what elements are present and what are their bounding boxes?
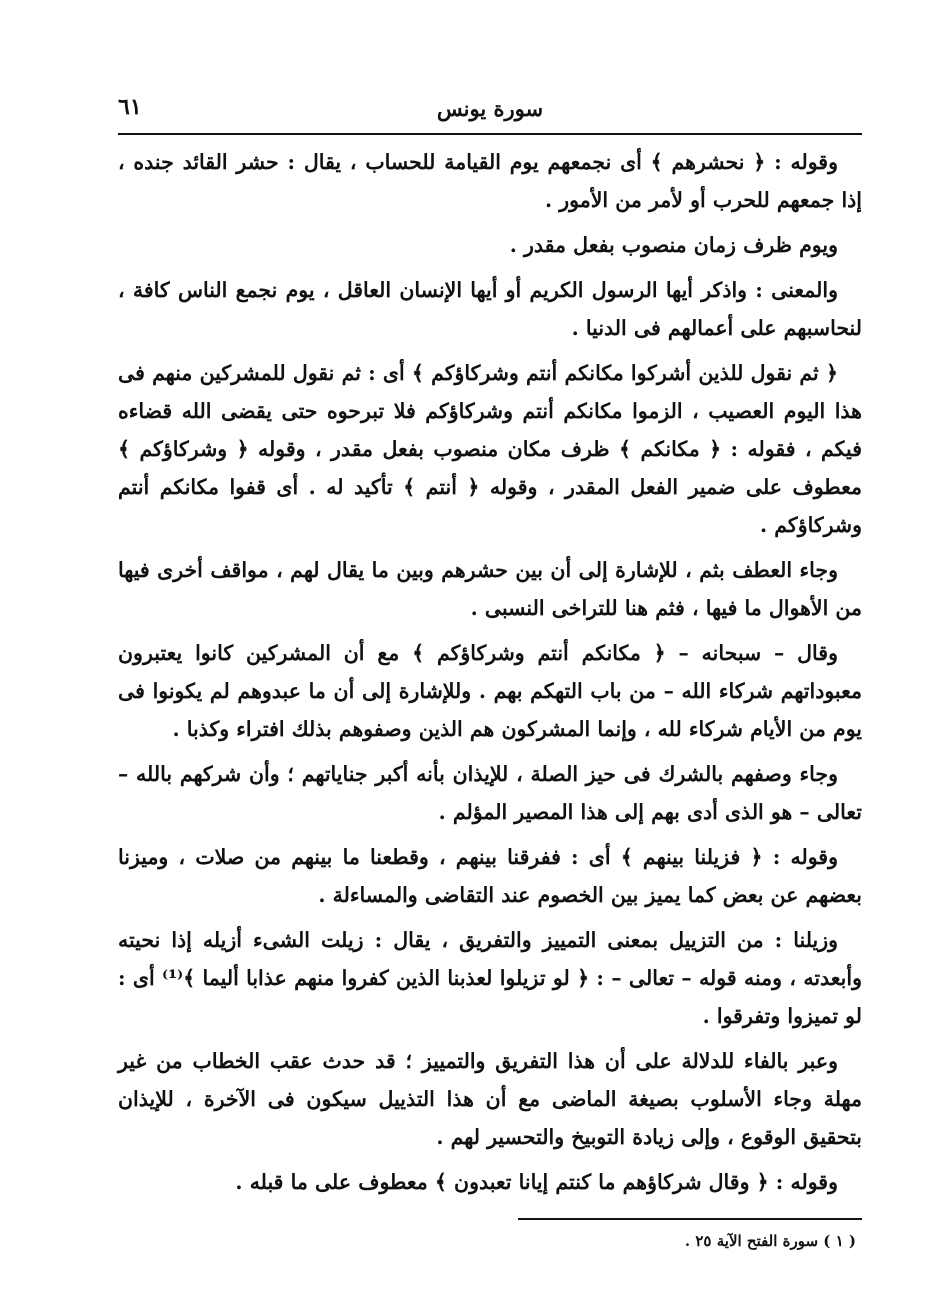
- header-rule: [118, 133, 862, 135]
- paragraph: وجاء وصفهم بالشرك فى حيز الصلة ، للإيذان بأنه أكبر جناياتهم ؛ وأن شركهم بالله – تعالى – هو الذى أدى بهم إلى هذا المصير المؤلم .: [118, 762, 862, 824]
- paragraph: ويوم ظرف زمان منصوب بفعل مقدر .: [509, 233, 838, 257]
- paragraph: وزيلنا : من التزييل بمعنى التمييز والتفريق ، يقال : زيلت الشىء أزيله إذا نحيته وأبعدته ، ومنه قوله – تعالى – : ﴿ لو تزيلوا لعذبنا الذين كفروا منهم عذابا أليما ﴾⁽¹⁾ أى : لو تميزوا وتفرقوا .: [118, 928, 862, 1028]
- footnote-rule: [518, 1218, 862, 1220]
- page-body: [118, 143, 862, 1208]
- paragraph: وقوله : ﴿ نحشرهم ﴾ أى نجمعهم يوم القيامة للحساب ، يقال : حشر القائد جنده ، إذا جمعهم للحرب أو لأمر من الأمور .: [118, 150, 862, 212]
- paragraph: وقوله : ﴿ وقال شركاؤهم ما كنتم إيانا تعبدون ﴾ معطوف على ما قبله .: [235, 1170, 838, 1194]
- paragraph: وجاء العطف بثم ، للإشارة إلى أن بين حشرهم وبين ما يقال لهم ، مواقف أخرى فيها من الأهوال ما فيها ، فثم هنا للتراخى النسبى .: [118, 558, 862, 620]
- paragraph: وعبر بالفاء للدلالة على أن هذا التفريق والتمييز ؛ قد حدث عقب الخطاب من غير مهلة وجاء الأسلوب بصيغة الماضى مع أن هذا التذييل سيكون فى الآخرة ، للإيذان بتحقيق الوقوع ، وإلى زيادة التوبيخ والتحسير لهم .: [118, 1049, 862, 1149]
- surah-title: سورة يونس: [436, 96, 544, 121]
- page-number: ٦١: [118, 94, 142, 120]
- paragraph: ﴿ ثم نقول للذين أشركوا مكانكم أنتم وشركاؤكم ﴾ أى : ثم نقول للمشركين منهم فى هذا اليوم العصيب ، الزموا مكانكم أنتم وشركاؤكم فلا تبرحوه حتى يقضى الله قضاءه فيكم ، فقوله : ﴿ مكانكم ﴾ ظرف مكان منصوب بفعل مقدر ، وقوله ﴿ وشركاؤكم ﴾ معطوف على ضمير الفعل المقدر ، وقوله ﴿ أنتم ﴾ تأكيد له . أى قفوا مكانكم أنتم وشركاؤكم .: [118, 361, 862, 537]
- paragraph: وقوله : ﴿ فزيلنا بينهم ﴾ أى : ففرقنا بينهم ، وقطعنا ما بينهم من صلات ، وميزنا بعضهم عن بعض كما يميز بين الخصوم عند التقاضى والمساءلة .: [118, 845, 862, 907]
- paragraph: والمعنى : واذكر أيها الرسول الكريم أو أيها الإنسان العاقل ، يوم نجمع الناس كافة ، لنحاسبهم على أعمالهم فى الدنيا .: [118, 278, 862, 340]
- footnote: ( ١ ) سورة الفتح الآية ٢٥ .: [684, 1232, 856, 1250]
- paragraph: وقال – سبحانه – ﴿ مكانكم أنتم وشركاؤكم ﴾ مع أن المشركين كانوا يعتبرون معبوداتهم شركاء الله – من باب التهكم بهم . وللإشارة إلى أن ما عبدوهم لم يكونوا فى يوم من الأيام شركاء لله ، وإنما المشركون هم الذين وصفوهم بذلك افتراء وكذبا .: [118, 641, 862, 741]
- page-header: [118, 90, 862, 130]
